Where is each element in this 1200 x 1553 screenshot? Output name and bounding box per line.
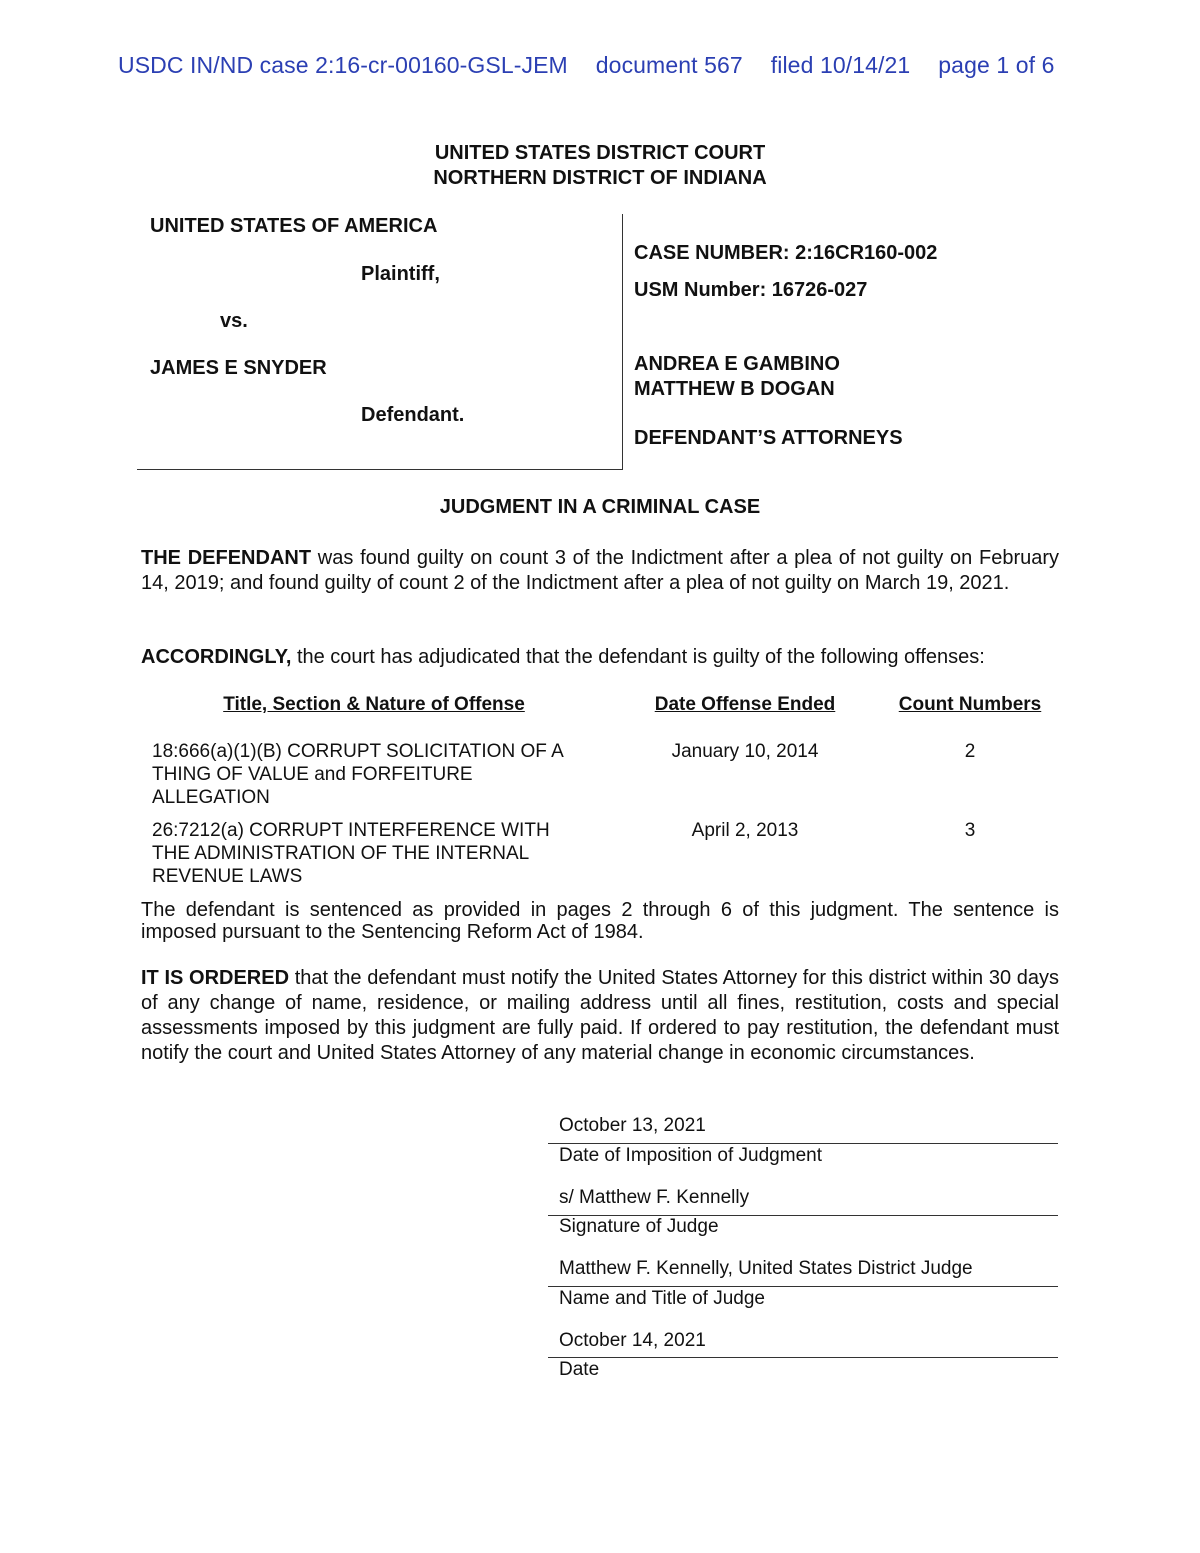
offense-count: 3 xyxy=(964,820,976,841)
ordered-paragraph-lead: IT IS ORDERED xyxy=(141,967,290,989)
table-row xyxy=(152,740,592,809)
imposition-date-label: Date of Imposition of Judgment xyxy=(559,1145,822,1166)
imposition-date: October 13, 2021 xyxy=(559,1115,706,1136)
table-row xyxy=(152,819,592,888)
attorneys-label: DEFENDANT’S ATTORNEYS xyxy=(634,427,903,449)
judge-name-title-label: Name and Title of Judge xyxy=(559,1288,765,1309)
attorney-name-1: ANDREA E GAMBINO xyxy=(634,353,840,375)
judge-signature-label: Signature of Judge xyxy=(559,1216,719,1237)
page-stamp: page 1 of 6 xyxy=(938,52,1055,78)
plaintiff-role: Plaintiff, xyxy=(361,263,440,285)
offense-description-line: THING OF VALUE and FORFEITURE xyxy=(152,764,473,785)
signature-rule xyxy=(548,1357,1058,1358)
defendant-paragraph-lead: THE DEFENDANT xyxy=(141,547,312,569)
signing-date: October 14, 2021 xyxy=(559,1330,706,1351)
plaintiff-name: UNITED STATES OF AMERICA xyxy=(150,215,438,237)
signature-rule xyxy=(548,1143,1058,1144)
offense-count: 2 xyxy=(964,741,976,762)
accordingly-paragraph-text: the court has adjudicated that the defendant is guilty of the following offenses: xyxy=(291,646,985,668)
court-district: NORTHERN DISTRICT OF INDIANA xyxy=(433,167,767,189)
offense-date: April 2, 2013 xyxy=(691,820,799,841)
case-number: CASE NUMBER: 2:16CR160-002 xyxy=(634,242,938,264)
versus-label: vs. xyxy=(220,310,248,332)
offense-description-line: THE ADMINISTRATION OF THE INTERNAL xyxy=(152,843,530,864)
offense-description-line: REVENUE LAWS xyxy=(152,866,303,887)
accordingly-paragraph-lead: ACCORDINGLY, xyxy=(141,646,292,668)
offense-date: January 10, 2014 xyxy=(671,741,819,762)
document-stamp: document 567 xyxy=(595,52,743,78)
offense-date-header: Date Offense Ended xyxy=(654,694,836,715)
judge-name-title: Matthew F. Kennelly, United States District Judge xyxy=(559,1258,973,1279)
offense-title-header: Title, Section & Nature of Offense xyxy=(223,694,525,715)
ordered-paragraph-text: that the defendant must notify the United States Attorney for this district within 30 days of any change of name, residence, or mailing address until all fines, restitution, costs and special assessments imposed by this judgment are fully paid. If ordered to pay restitution, the defendant must notify the court and United States Attorney of any material change in economic circumstances. xyxy=(141,967,1059,1064)
attorney-name-2: MATTHEW B DOGAN xyxy=(634,378,835,400)
signature-rule xyxy=(548,1286,1058,1287)
accordingly-paragraph xyxy=(141,645,1059,670)
defendant-paragraph xyxy=(141,546,1059,596)
caption-divider-horizontal xyxy=(137,469,623,470)
signing-date-label: Date xyxy=(559,1359,600,1380)
court-name: UNITED STATES DISTRICT COURT xyxy=(434,142,766,164)
defendant-role: Defendant. xyxy=(361,404,465,426)
defendant-paragraph-text: was found guilty on count 3 of the Indictment after a plea of not guilty on February 14, 2019; and found guilty of count 2 of the Indictment after a plea of not guilty on March 19, 2021. xyxy=(141,547,1060,594)
caption-divider-vertical xyxy=(622,214,623,470)
offense-description-line: ALLEGATION xyxy=(152,787,270,808)
offense-count-header: Count Numbers xyxy=(898,694,1042,715)
offense-description-line: 18:666(a)(1)(B) CORRUPT SOLICITATION OF A xyxy=(152,741,564,762)
filed-stamp: filed 10/14/21 xyxy=(770,52,911,78)
usm-number: USM Number: 16726-027 xyxy=(634,279,868,301)
ordered-paragraph xyxy=(141,966,1059,1066)
judgment-title: JUDGMENT IN A CRIMINAL CASE xyxy=(439,496,761,518)
sentenced-paragraph: The defendant is sentenced as provided in pages 2 through 6 of this judgment. The sentence is imposed pursuant to the Sentencing Reform Act of 1984. xyxy=(141,899,1059,943)
judge-signature: s/ Matthew F. Kennelly xyxy=(559,1187,750,1208)
defendant-name: JAMES E SNYDER xyxy=(150,357,327,379)
offense-description-line: 26:7212(a) CORRUPT INTERFERENCE WITH xyxy=(152,820,550,841)
case-stamp: USDC IN/ND case 2:16-cr-00160-GSL-JEM xyxy=(118,52,568,78)
filing-header-stamp xyxy=(118,52,1054,79)
